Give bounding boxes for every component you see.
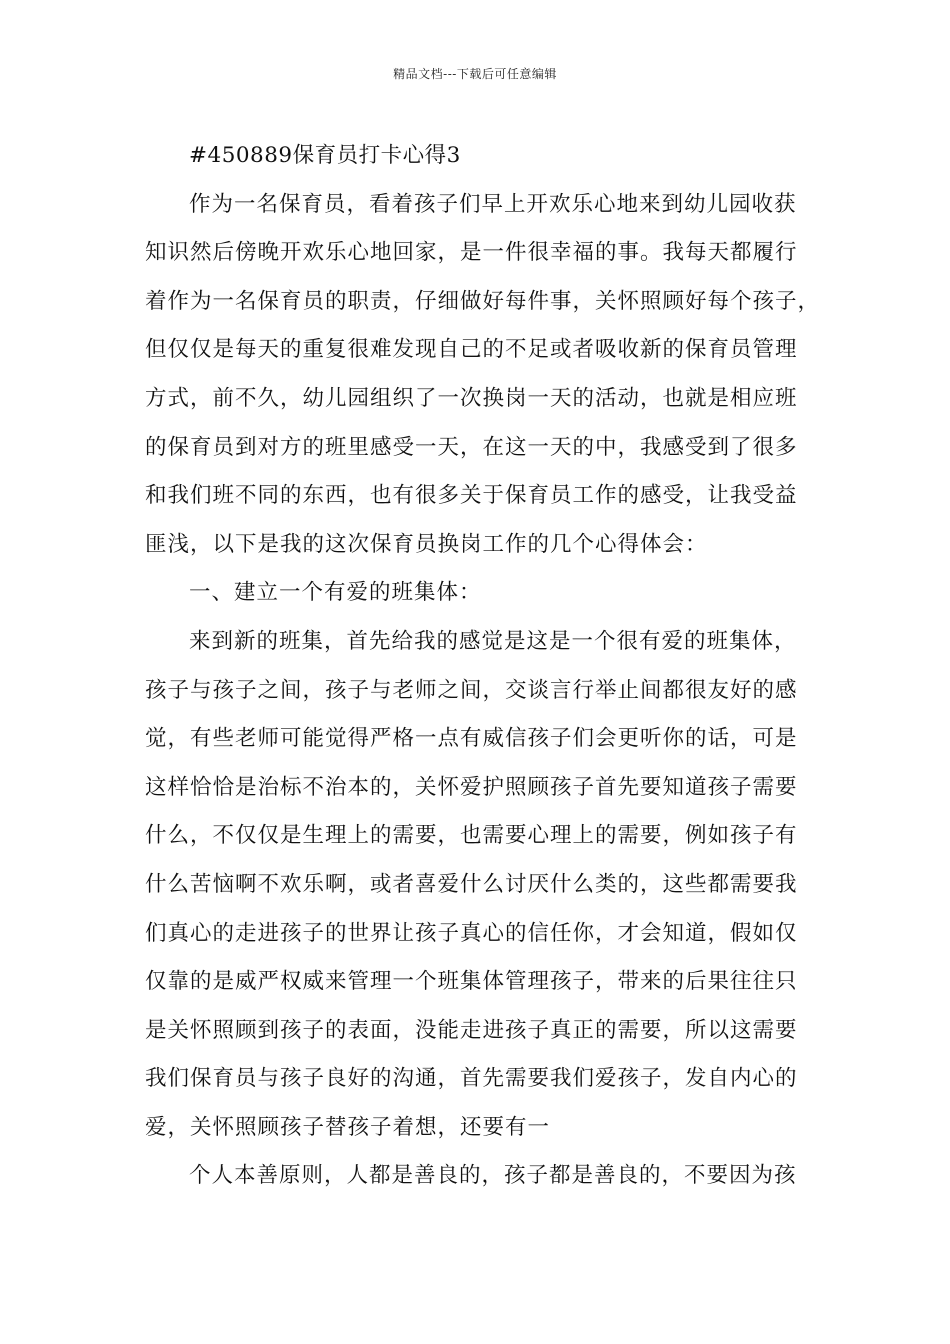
document-title: #450889保育员打卡心得3 [189,143,461,168]
page-header: 精品文档---下载后可任意编辑 [393,67,557,81]
paragraph-line: 的保育员到对方的班里感受一天，在这一天的中，我感受到了很多 [145,434,798,460]
document-body [145,132,835,1201]
paragraph-line: 知识然后傍晚开欢乐心地回家，是一件很幸福的事。我每天都履行 [145,240,798,266]
paragraph-line: 但仅仅是每天的重复很难发现自己的不足或者吸收新的保育员管理 [145,337,798,363]
paragraph-line: 什么，不仅仅是生理上的需要，也需要心理上的需要，例如孩子有 [145,823,798,849]
paragraph-line: 爱，关怀照顾孩子替孩子着想，还要有一 [145,1114,551,1140]
paragraph-line: 匪浅，以下是我的这次保育员换岗工作的几个心得体会： [145,531,708,557]
paragraph-line: 这样恰恰是治标不治本的，关怀爱护照顾孩子首先要知道孩子需要 [145,774,798,800]
paragraph-line: 觉，有些老师可能觉得严格一点有威信孩子们会更听你的话，可是 [145,726,798,752]
paragraph-line: 作为一名保育员，看着孩子们早上开欢乐心地来到幼儿园收获 [189,191,797,217]
paragraph-line: 个人本善原则，人都是善良的，孩子都是善良的，不要因为孩 [189,1163,797,1189]
paragraph-line: 是关怀照顾到孩子的表面，没能走进孩子真正的需要，所以这需要 [145,1017,798,1043]
paragraph-line: 什么苦恼啊不欢乐啊，或者喜爱什么讨厌什么类的，这些都需要我 [145,871,798,897]
paragraph-line: 我们保育员与孩子良好的沟通，首先需要我们爱孩子，发自内心的 [145,1066,798,1092]
paragraph-line: 来到新的班集，首先给我的感觉是这是一个很有爱的班集体， [189,628,797,654]
paragraph-line: 和我们班不同的东西，也有很多关于保育员工作的感受，让我受益 [145,483,798,509]
paragraph-line: 仅靠的是威严权威来管理一个班集体管理孩子，带来的后果往往只 [145,969,798,995]
paragraph-line: 方式，前不久，幼儿园组织了一次换岗一天的活动，也就是相应班 [145,385,798,411]
paragraph-line: 着作为一名保育员的职责，仔细做好每件事，关怀照顾好每个孩子， [145,288,821,314]
section-heading: 一、建立一个有爱的班集体： [189,580,482,606]
paragraph-line: 孩子与孩子之间，孩子与老师之间，交谈言行举止间都很友好的感 [145,677,798,703]
paragraph-line: 们真心的走进孩子的世界让孩子真心的信任你，才会知道，假如仅 [145,920,798,946]
